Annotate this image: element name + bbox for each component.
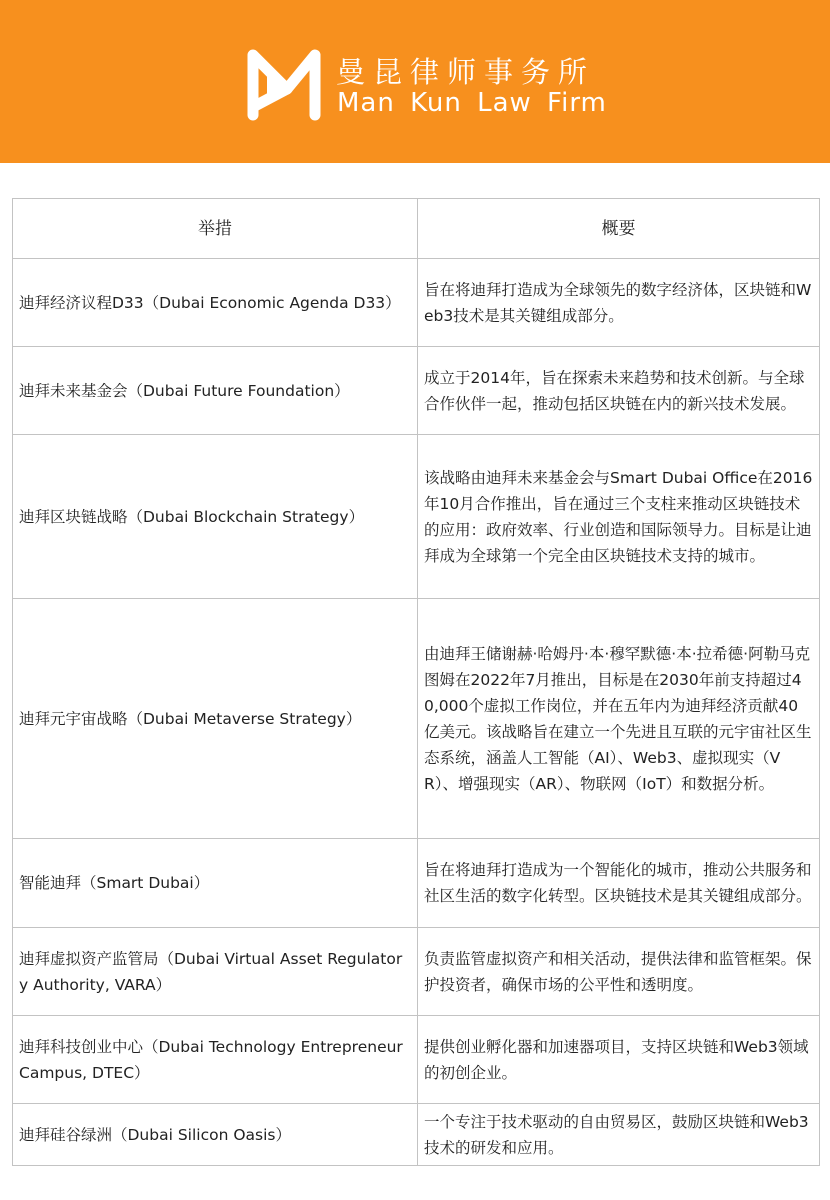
measure-cell: 迪拜科技创业中心（Dubai Technology Entrepreneur Campus, DTEC） (13, 1016, 418, 1104)
table-header-row (13, 199, 820, 259)
table-row (13, 347, 820, 435)
summary-cell: 该战略由迪拜未来基金会与Smart Dubai Office在2016年10月合作推出，旨在通过三个支柱来推动区块链技术的应用：政府效率、行业创造和国际领导力。目标是让迪拜成为全球第一个完全由区块链技术支持的城市。 (418, 435, 820, 599)
summary-cell: 旨在将迪拜打造成为一个智能化的城市，推动公共服务和社区生活的数字化转型。区块链技术是其关键组成部分。 (418, 839, 820, 928)
table-row (13, 599, 820, 839)
table-row (13, 1016, 820, 1104)
table-row (13, 839, 820, 928)
measure-cell: 迪拜元宇宙战略（Dubai Metaverse Strategy） (13, 599, 418, 839)
firm-name-english: Man Kun Law Firm (337, 88, 607, 118)
dubai-initiatives-table (12, 198, 820, 1166)
column-header-measure: 举措 (13, 199, 418, 259)
column-header-summary: 概要 (418, 199, 820, 259)
summary-cell: 由迪拜王储谢赫·哈姆丹·本·穆罕默德·本·拉希德·阿勒马克图姆在2022年7月推出，目标是在2030年前支持超过40,000个虚拟工作岗位，并在五年内为迪拜经济贡献40亿美元。该战略旨在建立一个先进且互联的元宇宙社区生态系统，涵盖人工智能（AI）、Web3、虚拟现实（VR）、增强现实（AR）、物联网（IoT）和数据分析。 (418, 599, 820, 839)
header-banner (0, 0, 830, 163)
measure-cell: 迪拜虚拟资产监管局（Dubai Virtual Asset Regulatory Authority, VARA） (13, 928, 418, 1016)
table-row (13, 1104, 820, 1166)
table-row (13, 259, 820, 347)
table-row (13, 435, 820, 599)
measure-cell: 迪拜硅谷绿洲（Dubai Silicon Oasis） (13, 1104, 418, 1166)
measure-cell: 迪拜未来基金会（Dubai Future Foundation） (13, 347, 418, 435)
measure-cell: 迪拜区块链战略（Dubai Blockchain Strategy） (13, 435, 418, 599)
summary-cell: 成立于2014年，旨在探索未来趋势和技术创新。与全球合作伙伴一起，推动包括区块链在内的新兴技术发展。 (418, 347, 820, 435)
firm-name-chinese: 曼昆律师事务所 (336, 55, 596, 89)
measure-cell: 智能迪拜（Smart Dubai） (13, 839, 418, 928)
mankun-logo-icon (245, 45, 323, 121)
measure-cell: 迪拜经济议程D33（Dubai Economic Agenda D33） (13, 259, 418, 347)
summary-cell: 旨在将迪拜打造成为全球领先的数字经济体，区块链和Web3技术是其关键组成部分。 (418, 259, 820, 347)
table-row (13, 928, 820, 1016)
summary-cell: 一个专注于技术驱动的自由贸易区，鼓励区块链和Web3技术的研发和应用。 (418, 1104, 820, 1166)
summary-cell: 负责监管虚拟资产和相关活动，提供法律和监管框架。保护投资者，确保市场的公平性和透明度。 (418, 928, 820, 1016)
summary-cell: 提供创业孵化器和加速器项目，支持区块链和Web3领域的初创企业。 (418, 1016, 820, 1104)
